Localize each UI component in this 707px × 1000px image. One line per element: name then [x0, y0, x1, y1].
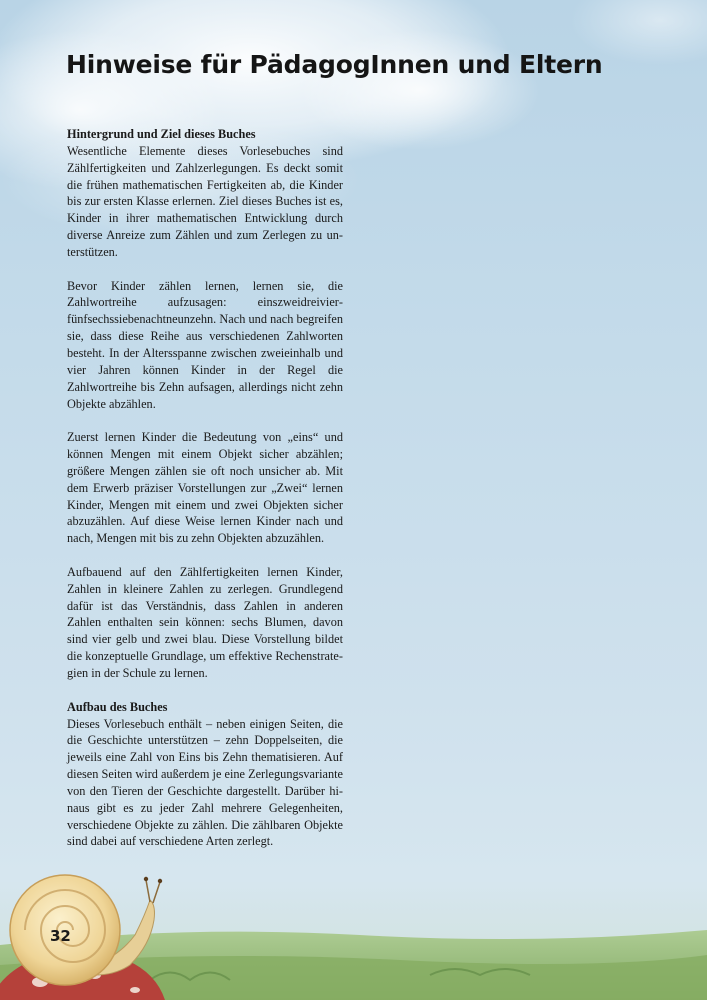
paragraph: Aufbauend auf den Zählfertigkeiten lernen Kinder, Zahlen in kleinere Zahlen zu zerlegen. Grundlegend dafür ist das Verständnis, dass Zahlen in anderen Zahlen enthalten sein können: sechs Blumen, davon sind vier gelb und zwei blau. Diese Vorstellung bildet die konzeptuelle Grundlage, um effektive Rechenstrategien in der Schule zu lernen. [67, 564, 343, 680]
section-heading-structure: Aufbau des Buches [67, 699, 168, 714]
paragraph: Wesentliche Elemente dieses Vorlesebuches sind Zählfertigkeiten und Zahlzerlegungen. Es deckt somit die frühen mathematischen Fertigkeiten ab, die Kinder bis zur ersten Klasse erlernen. Ziel dieses Buches ist es, Kinder in ihrer mathematischen Entwicklung durch diverse Anreize zum Zählen und zum Zerlegen zu unterstützen. [67, 143, 343, 259]
paragraph: Bevor Kinder zählen lernen, lernen sie, die Zahlwortreihe aufzusagen: einszweidreivierfünfsechssiebenachtneunzehn. Nach und nach begreifen sie, dass diese Reihe aus verschiedenen Zahlworten besteht. In der Altersspanne zwischen zweieinhalb und vier Jahren können Kinder in der Regel die Zahlwortreihe bis Zehn aufsagen, allerdings nicht zehn Objekte abzählen. [67, 278, 343, 411]
paragraph: Dieses Vorlesebuch enthält – neben einigen Seiten, die die Geschichte unterstützen – zehn Doppelseiten, die jeweils eine Zahl von Eins bis Zehn thematisieren. Auf diesen Seiten wird außerdem je eine Zerlegungsvariante von den Tieren der Geschichte dargestellt. Darüber hinaus gibt es zu jeder Zahl mehrere Gelegenheiten, verschiedene Objekte zu zählen. Die zählbaren Objekte sind dabei auf verschiedene Arten zerlegt. [67, 716, 343, 849]
paragraph: Zuerst lernen Kinder die Bedeutung von „eins“ und können Mengen mit einem Objekt sicher abzählen; größere Mengen zählen sie oft noch unsicher ab. Mit dem Erwerb präziser Vorstellungen zur „Zwei“ lernen Kinder, Mengen mit einem und zwei Objekten sicher abzuzählen. Auf diese Weise lernen Kinder nach und nach, Mengen mit bis zu zehn Objekten abzuzählen. [67, 430, 343, 546]
page-number: 32 [50, 927, 71, 945]
page-title: Hinweise für PädagogInnen und Eltern [66, 50, 603, 79]
section-heading-background: Hintergrund und Ziel dieses Buches [67, 127, 256, 141]
text-column [67, 126, 343, 867]
